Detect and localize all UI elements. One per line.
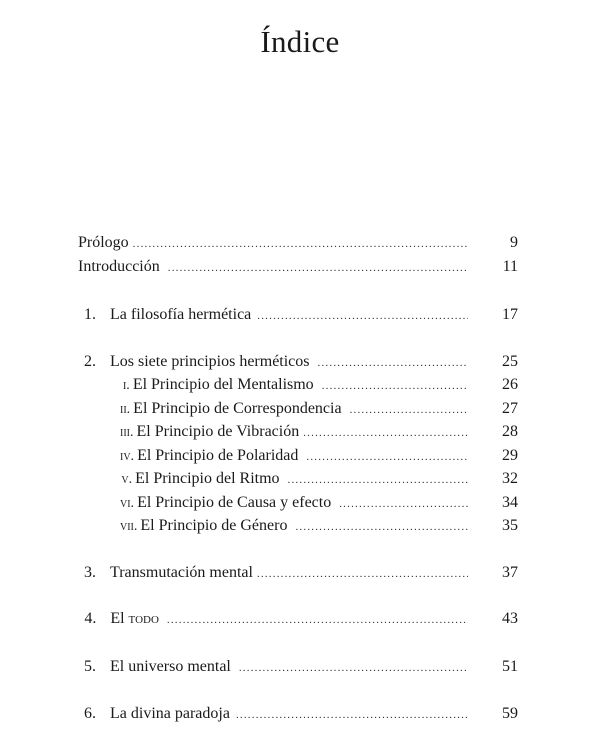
toc-entry-label: El Principio del Mentalismo xyxy=(132,376,314,393)
dot-leader xyxy=(239,658,468,678)
toc-entry-principle-3[interactable] xyxy=(120,422,468,442)
toc-entry-label: El Principio de Género xyxy=(140,517,288,534)
toc-page-number: 29 xyxy=(502,447,518,464)
toc-entry-lead xyxy=(84,563,468,584)
toc-page-number-row xyxy=(478,305,518,325)
toc-page-number: 25 xyxy=(502,353,518,370)
toc-page-number: 27 xyxy=(502,400,518,417)
toc-entry-lead xyxy=(84,352,468,373)
toc-entry-principle-1[interactable] xyxy=(120,375,468,395)
toc-entry-label: Prólogo xyxy=(78,234,129,251)
roman-numeral: iv. xyxy=(120,449,135,464)
toc-entry-lead xyxy=(84,609,468,630)
label-small-caps: todo xyxy=(128,610,159,627)
toc-entry-lead xyxy=(120,399,468,420)
toc-entry-label: El Principio de Causa y efecto xyxy=(137,494,332,511)
toc-entry-lead xyxy=(120,469,468,490)
toc-page-number: 11 xyxy=(502,258,518,275)
toc-page-number-row xyxy=(478,469,518,489)
toc-page-number: 43 xyxy=(502,610,518,627)
toc-entry-label: El Principio de Vibración xyxy=(136,423,300,440)
chapter-number: 3. xyxy=(84,564,96,581)
toc-entry-lead xyxy=(78,233,468,254)
dot-leader xyxy=(133,234,468,254)
dot-leader xyxy=(167,610,468,630)
toc-entry-label: El Principio de Correspondencia xyxy=(133,400,342,417)
toc-page-number-row xyxy=(478,704,518,724)
toc-entry-principle-2[interactable] xyxy=(120,399,468,419)
toc-entry-principle-7[interactable] xyxy=(120,516,468,536)
roman-numeral: vii. xyxy=(120,519,138,534)
dot-leader xyxy=(350,400,468,420)
toc-entry-lead xyxy=(120,516,468,537)
toc-page-number-row xyxy=(478,563,518,583)
label-prefix: El xyxy=(110,610,125,627)
toc-entry-principle-5[interactable] xyxy=(120,469,468,489)
toc-page-number: 9 xyxy=(510,234,518,251)
toc-page-number-row xyxy=(478,233,518,253)
toc-entry-chapter-3[interactable] xyxy=(84,563,468,583)
toc-entry-lead xyxy=(84,657,468,678)
chapter-number: 4. xyxy=(84,610,97,627)
toc-page-number: 51 xyxy=(502,658,518,675)
toc-entry-label: Transmutación mental xyxy=(110,564,253,581)
toc-entry-chapter-6[interactable] xyxy=(84,704,468,724)
roman-numeral: i. xyxy=(122,378,130,393)
toc-entry-lead xyxy=(120,422,468,443)
dot-leader xyxy=(306,447,468,467)
toc-page-number-row xyxy=(478,516,518,536)
roman-numeral: iii. xyxy=(120,425,134,440)
toc-entry-label: El Principio de Polaridad xyxy=(137,447,299,464)
dot-leader xyxy=(168,258,468,278)
toc-page-number: 17 xyxy=(502,306,518,323)
toc-page-number-row xyxy=(478,493,518,513)
toc-page-number-row xyxy=(478,352,518,372)
toc-page-number-row xyxy=(478,609,518,629)
toc-entry-lead xyxy=(120,493,468,514)
toc-entry-label: El Principio del Ritmo xyxy=(135,470,280,487)
toc-entry-principle-4[interactable] xyxy=(120,446,468,466)
toc-entry-label: Introducción xyxy=(78,258,160,275)
toc-entry-lead xyxy=(84,305,468,326)
chapter-number: 2. xyxy=(84,353,96,370)
dot-leader xyxy=(303,423,468,443)
page-title: Índice xyxy=(260,24,340,59)
roman-numeral: v. xyxy=(121,472,133,487)
toc-page-number: 28 xyxy=(502,423,518,440)
toc-entry-label: Los siete principios herméticos xyxy=(110,353,310,370)
dot-leader xyxy=(318,353,468,373)
toc-page-number-row xyxy=(478,446,518,466)
toc-entry-lead xyxy=(78,257,468,278)
toc-page-number-row xyxy=(478,257,518,277)
dot-leader xyxy=(288,470,468,490)
chapter-number: 6. xyxy=(84,705,96,722)
toc-entry-lead xyxy=(84,704,468,725)
dot-leader xyxy=(257,564,468,584)
toc-entry-chapter-4[interactable] xyxy=(84,609,468,629)
dot-leader xyxy=(322,376,468,396)
toc-page-number-row xyxy=(478,657,518,677)
toc-entry-label: La filosofía hermética xyxy=(110,306,252,323)
toc-entry-chapter-1[interactable] xyxy=(84,305,468,325)
dot-leader xyxy=(257,306,468,326)
roman-numeral: vi. xyxy=(120,496,135,511)
dot-leader xyxy=(236,705,468,725)
toc-page-number: 34 xyxy=(502,494,518,511)
toc-page-number: 35 xyxy=(502,517,518,534)
toc-page-number: 32 xyxy=(502,470,518,487)
toc-page-number-row xyxy=(478,422,518,442)
toc-entry-lead xyxy=(120,446,468,467)
toc-page-number: 26 xyxy=(502,376,518,393)
toc-entry-label xyxy=(110,609,159,629)
chapter-number: 1. xyxy=(84,306,96,323)
toc-page-number: 37 xyxy=(502,564,518,581)
toc-entry-principle-6[interactable] xyxy=(120,493,468,513)
chapter-number: 5. xyxy=(84,658,96,675)
toc-entry-label: El universo mental xyxy=(110,658,231,675)
toc-page-number-row xyxy=(478,375,518,395)
toc-page-number: 59 xyxy=(502,705,518,722)
toc-entry-chapter-2[interactable] xyxy=(84,352,468,372)
roman-numeral: ii. xyxy=(120,402,131,417)
toc-entry-prologo[interactable] xyxy=(78,233,468,253)
toc-entry-chapter-5[interactable] xyxy=(84,657,468,677)
toc-entry-label: La divina paradoja xyxy=(110,705,230,722)
toc-page-number-row xyxy=(478,399,518,419)
dot-leader xyxy=(339,494,468,514)
toc-entry-introduccion[interactable] xyxy=(78,257,468,277)
toc-entry-lead xyxy=(120,375,468,396)
dot-leader xyxy=(295,517,468,537)
